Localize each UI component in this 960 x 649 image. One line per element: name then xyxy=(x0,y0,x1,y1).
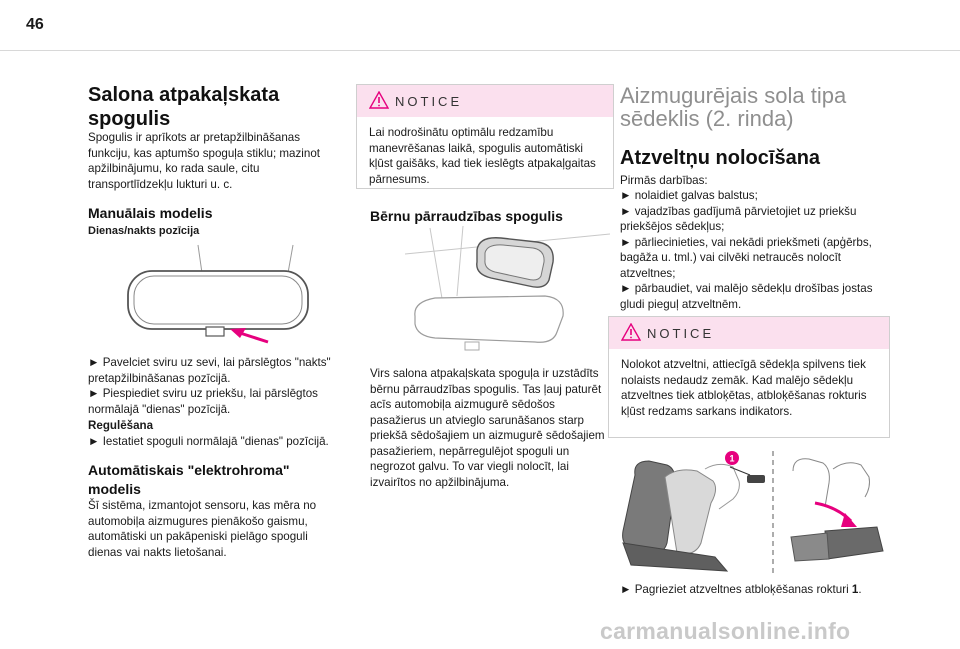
day-night-subheading: Dienas/nakts pozīcija xyxy=(88,225,200,237)
step-headrests: ► nolaidiet galvas balstus; xyxy=(620,188,882,204)
page-number: 46 xyxy=(26,16,44,33)
warning-triangle-icon xyxy=(621,323,641,341)
final-step xyxy=(620,582,890,598)
manual-model-heading: Manuālais modelis xyxy=(88,205,213,221)
step-seatbelts: ► pārbaudiet, vai malējo sēdekļu drošības jostas gludi pieguļ atzveltnēm. xyxy=(620,281,882,312)
final-step-text: ► Pagrieziet atzveltnes atbloķēšanas rokturi xyxy=(620,583,849,596)
step-night: ► Pavelciet sviru uz sevi, lai pārslēgtos "nakts" pretapžilbināšanas pozīcijā. xyxy=(88,355,343,386)
notice-text-seat: Nolokot atzveltni, attiecīgā sēdekļa spilvens tiek nolaists nedaudz zemāk. Kad malējo sēdekļu atzveltnes tiek atbloķētas, atbloķēšanas rokturis kļūst redzams sarkans indikators. xyxy=(621,358,867,418)
notice-box-seat xyxy=(608,316,890,438)
adjust-heading: Regulēšana xyxy=(88,419,154,432)
first-actions-label: Pirmās darbības: xyxy=(620,174,708,187)
notice-header xyxy=(357,85,613,117)
rear-bench-title-text: Aizmugurējais sola tipa sēdeklis (2. rinda) xyxy=(620,83,847,131)
final-step-ref: 1 xyxy=(851,583,859,596)
rear-bench-title xyxy=(620,84,880,130)
fold-backrests-heading: Atzveltņu nolocīšana xyxy=(620,147,821,169)
notice-label: NOTICE xyxy=(395,94,463,109)
callout-marker-label: 1 xyxy=(729,453,735,464)
mirror-intro: Spogulis ir aprīkots ar pretapžilbināšanas funkciju, kas aptumšo spoguļa stiklu; mazinot apžilbinājumu, ko rada saule, citu transportlīdzekļu lukturi u. c. xyxy=(88,131,320,191)
section-title-mirror: Salona atpakaļskata spogulis xyxy=(88,84,280,130)
rear-view-mirror-illustration xyxy=(118,243,318,349)
final-step-end: . xyxy=(858,583,862,596)
child-mirror-text: Virs salona atpakaļskata spoguļa ir uzstādīts bērnu pārraudzības spogulis. Tas ļauj paturēt acīs automobiļa aizmugurē sēdošos pasažierus un atvieglo sarunāšanos starp priekšā sēdošajiem un aizmugurē sēdošajiem pasažieriem, nepārregulējot spoguli un negrozot galvu. To var viegli nolocīt, lai izvairītos no apžilbinājuma. xyxy=(370,367,605,489)
child-mirror-heading: Bērnu pārraudzības spogulis xyxy=(370,208,563,224)
child-mirror-illustration xyxy=(405,226,615,356)
notice-header-seat xyxy=(609,317,889,349)
notice-box-mirror xyxy=(356,84,614,189)
seat-fold-illustration xyxy=(615,447,890,577)
auto-model-text: Šī sistēma, izmantojot sensoru, kas mēra no automobiļa aizmugures pienākošo gaismu, automātiski un pakāpeniski pielāgo spoguli dienas vai nakts lietošanai. xyxy=(88,499,317,559)
first-actions-list xyxy=(620,188,882,312)
watermark: carmanualsonline.info xyxy=(600,618,851,644)
notice-text: Lai nodrošinātu optimālu redzamību manevrēšanas laikā, spogulis automātiski kļūst gaišāks, kad tiek ieslēgts atpakaļgaitas pārnesums. xyxy=(369,126,596,186)
adjust-step: ► Iestatiet spoguli normālajā "dienas" pozīcijā. xyxy=(88,434,348,450)
manual-steps xyxy=(88,355,343,417)
step-day: ► Piespiediet sviru uz priekšu, lai pārslēgtos normālajā "dienas" pozīcijā. xyxy=(88,386,343,417)
auto-model-heading: Automātiskais "elektrohroma" modelis xyxy=(88,462,290,497)
header-divider xyxy=(0,50,960,51)
notice-label-seat: NOTICE xyxy=(647,326,715,341)
step-check-objects: ► pārliecinieties, vai nekādi priekšmeti (apģērbs, bagāža u. tml.) vai cilvēki netraucēs nolocīt atzveltnes; xyxy=(620,235,882,282)
step-front-seats: ► vajadzības gadījumā pārvietojiet uz priekšu priekšējos sēdekļus; xyxy=(620,204,882,235)
warning-triangle-icon xyxy=(369,91,389,109)
